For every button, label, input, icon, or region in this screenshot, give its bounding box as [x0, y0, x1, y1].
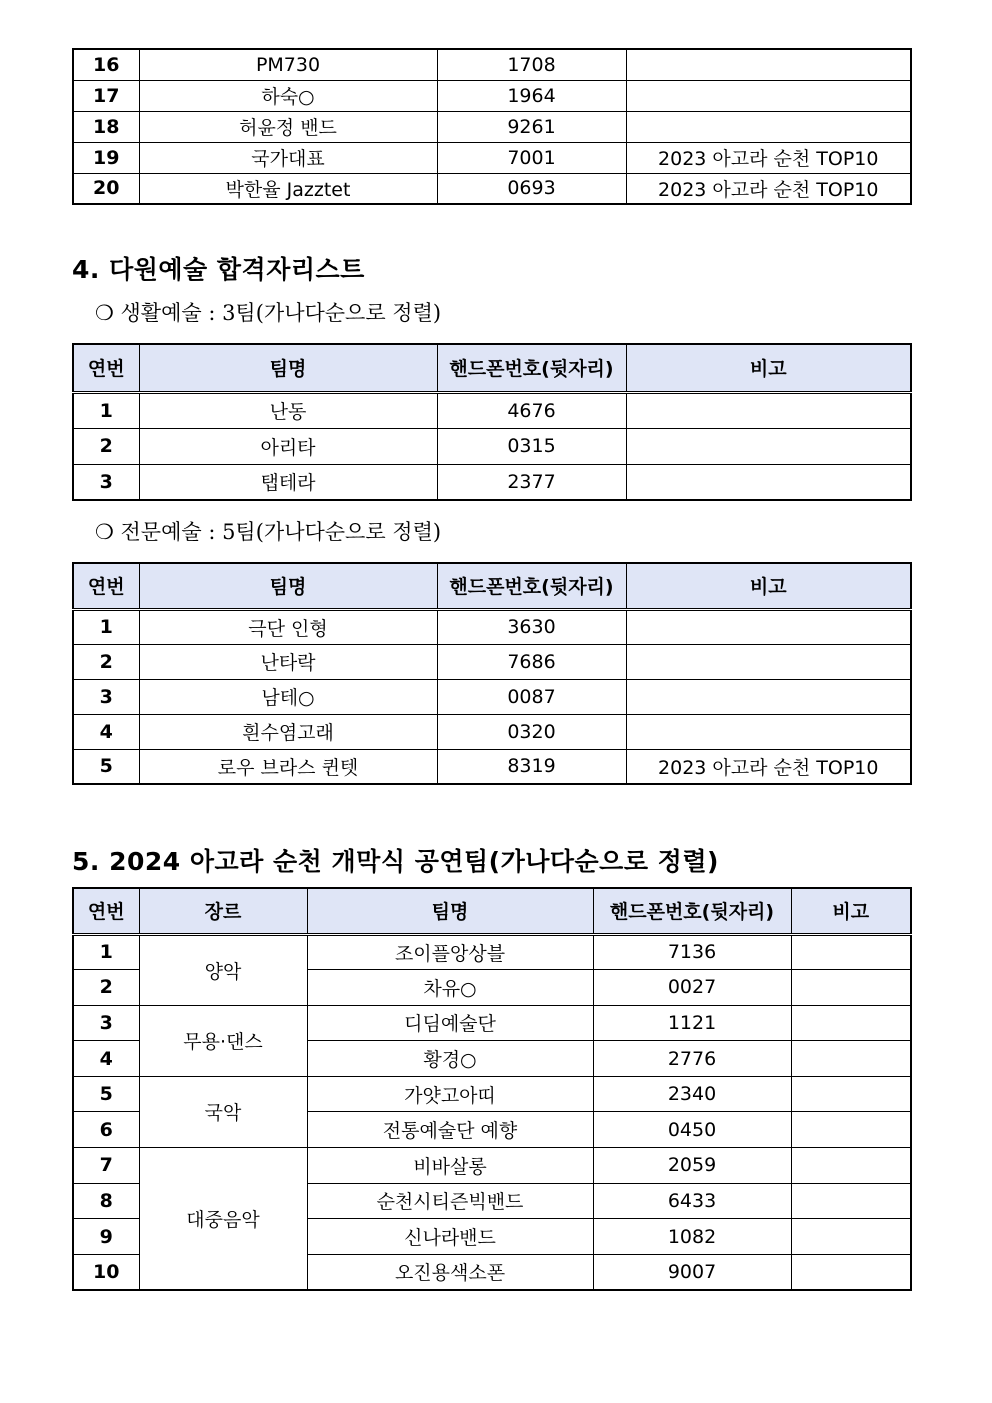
header-team: 팀명 [139, 563, 437, 609]
genre-cell: 양악 [139, 934, 307, 1005]
row-number: 16 [73, 49, 139, 80]
team-name: 국가대표 [139, 142, 437, 173]
phone-last-digits: 1121 [593, 1005, 791, 1041]
phone-last-digits: 0320 [437, 714, 626, 749]
table-row [73, 609, 911, 644]
team-name: 가얏고아띠 [307, 1076, 593, 1112]
team-name: 하숙○ [139, 80, 437, 111]
header-note: 비고 [791, 888, 911, 934]
phone-last-digits: 0315 [437, 428, 626, 464]
table-row [73, 749, 911, 784]
header-team: 팀명 [307, 888, 593, 934]
living-arts-table [72, 343, 912, 501]
table-header-row [73, 888, 911, 934]
table-row [73, 1005, 911, 1041]
genre-cell: 대중음악 [139, 1148, 307, 1290]
header-phone: 핸드폰번호(뒷자리) [437, 563, 626, 609]
row-number: 2 [73, 428, 139, 464]
phone-last-digits: 1708 [437, 49, 626, 80]
team-name: 아리타 [139, 428, 437, 464]
team-name: 탭테라 [139, 464, 437, 500]
living-arts-subtitle: ❍ 생활예술 : 3팀(가나다순으로 정렬) [95, 301, 442, 325]
phone-last-digits: 0450 [593, 1112, 791, 1148]
note [626, 609, 911, 644]
team-name: 신나라밴드 [307, 1219, 593, 1255]
row-number: 8 [73, 1183, 139, 1219]
note: 2023 아고라 순천 TOP10 [626, 173, 911, 204]
row-number: 18 [73, 111, 139, 142]
table-header-row [73, 563, 911, 609]
header-phone: 핸드폰번호(뒷자리) [593, 888, 791, 934]
note [626, 111, 911, 142]
row-number: 19 [73, 142, 139, 173]
table-row [73, 644, 911, 679]
row-number: 4 [73, 1041, 139, 1077]
note [791, 1076, 911, 1112]
row-number: 5 [73, 1076, 139, 1112]
note [791, 934, 911, 970]
team-name: 순천시티즌빅밴드 [307, 1183, 593, 1219]
row-number: 1 [73, 392, 139, 428]
section5-title: 5. 2024 아고라 순천 개막식 공연팀(가나다순으로 정렬) [72, 847, 719, 876]
table-row [73, 679, 911, 714]
phone-last-digits: 3630 [437, 609, 626, 644]
header-no: 연번 [73, 888, 139, 934]
note [626, 464, 911, 500]
note [626, 80, 911, 111]
team-name: 박한율 Jazztet [139, 173, 437, 204]
opening-ceremony-table [72, 887, 912, 1291]
row-number: 10 [73, 1254, 139, 1290]
phone-last-digits: 9261 [437, 111, 626, 142]
table-row [73, 1148, 911, 1184]
phone-last-digits: 0027 [593, 970, 791, 1006]
phone-last-digits: 2776 [593, 1041, 791, 1077]
note [626, 644, 911, 679]
note [791, 970, 911, 1006]
phone-last-digits: 9007 [593, 1254, 791, 1290]
note [626, 714, 911, 749]
table-row [73, 934, 911, 970]
note [626, 679, 911, 714]
pro-arts-subtitle: ❍ 전문예술 : 5팀(가나다순으로 정렬) [95, 520, 442, 544]
row-number: 1 [73, 934, 139, 970]
row-number: 3 [73, 1005, 139, 1041]
note: 2023 아고라 순천 TOP10 [626, 749, 911, 784]
row-number: 9 [73, 1219, 139, 1255]
row-number: 5 [73, 749, 139, 784]
table-row [73, 464, 911, 500]
team-name: PM730 [139, 49, 437, 80]
row-number: 17 [73, 80, 139, 111]
note [626, 49, 911, 80]
note [791, 1219, 911, 1255]
phone-last-digits: 0087 [437, 679, 626, 714]
note [791, 1041, 911, 1077]
note [791, 1183, 911, 1219]
table-row [73, 428, 911, 464]
row-number: 4 [73, 714, 139, 749]
team-name: 비바살롱 [307, 1148, 593, 1184]
note [791, 1148, 911, 1184]
note [791, 1112, 911, 1148]
team-name: 로우 브라스 퀸텟 [139, 749, 437, 784]
phone-last-digits: 0693 [437, 173, 626, 204]
phone-last-digits: 7686 [437, 644, 626, 679]
phone-last-digits: 4676 [437, 392, 626, 428]
team-name: 흰수염고래 [139, 714, 437, 749]
phone-last-digits: 7001 [437, 142, 626, 173]
table-row [73, 142, 911, 173]
table-row [73, 49, 911, 80]
table-row [73, 1076, 911, 1112]
row-number: 3 [73, 679, 139, 714]
team-name: 전통예술단 예향 [307, 1112, 593, 1148]
header-team: 팀명 [139, 344, 437, 392]
row-number: 7 [73, 1148, 139, 1184]
phone-last-digits: 6433 [593, 1183, 791, 1219]
row-number: 2 [73, 970, 139, 1006]
table-row [73, 392, 911, 428]
table-row [73, 80, 911, 111]
phone-last-digits: 7136 [593, 934, 791, 970]
pro-arts-table [72, 562, 912, 785]
note [626, 392, 911, 428]
phone-last-digits: 2340 [593, 1076, 791, 1112]
header-genre: 장르 [139, 888, 307, 934]
note [626, 428, 911, 464]
phone-last-digits: 2059 [593, 1148, 791, 1184]
team-name: 차유○ [307, 970, 593, 1006]
header-no: 연번 [73, 563, 139, 609]
table-row [73, 111, 911, 142]
row-number: 20 [73, 173, 139, 204]
team-name: 조이플앙상블 [307, 934, 593, 970]
table-header-row [73, 344, 911, 392]
header-no: 연번 [73, 344, 139, 392]
team-name: 황경○ [307, 1041, 593, 1077]
team-name: 디딤예술단 [307, 1005, 593, 1041]
note [791, 1005, 911, 1041]
phone-last-digits: 8319 [437, 749, 626, 784]
phone-last-digits: 1964 [437, 80, 626, 111]
table-row [73, 173, 911, 204]
phone-last-digits: 2377 [437, 464, 626, 500]
team-name: 허윤정 밴드 [139, 111, 437, 142]
note [791, 1254, 911, 1290]
phone-last-digits: 1082 [593, 1219, 791, 1255]
header-note: 비고 [626, 344, 911, 392]
note: 2023 아고라 순천 TOP10 [626, 142, 911, 173]
row-number: 6 [73, 1112, 139, 1148]
genre-cell: 국악 [139, 1076, 307, 1147]
team-name: 오진용색소폰 [307, 1254, 593, 1290]
row-number: 3 [73, 464, 139, 500]
row-number: 2 [73, 644, 139, 679]
team-name: 난타락 [139, 644, 437, 679]
section4-title: 4. 다원예술 합격자리스트 [72, 255, 365, 284]
team-name: 난동 [139, 392, 437, 428]
team-name: 극단 인형 [139, 609, 437, 644]
row-number: 1 [73, 609, 139, 644]
team-name: 남테○ [139, 679, 437, 714]
top-team-table [72, 48, 912, 205]
genre-cell: 무용·댄스 [139, 1005, 307, 1076]
header-phone: 핸드폰번호(뒷자리) [437, 344, 626, 392]
table-row [73, 714, 911, 749]
header-note: 비고 [626, 563, 911, 609]
